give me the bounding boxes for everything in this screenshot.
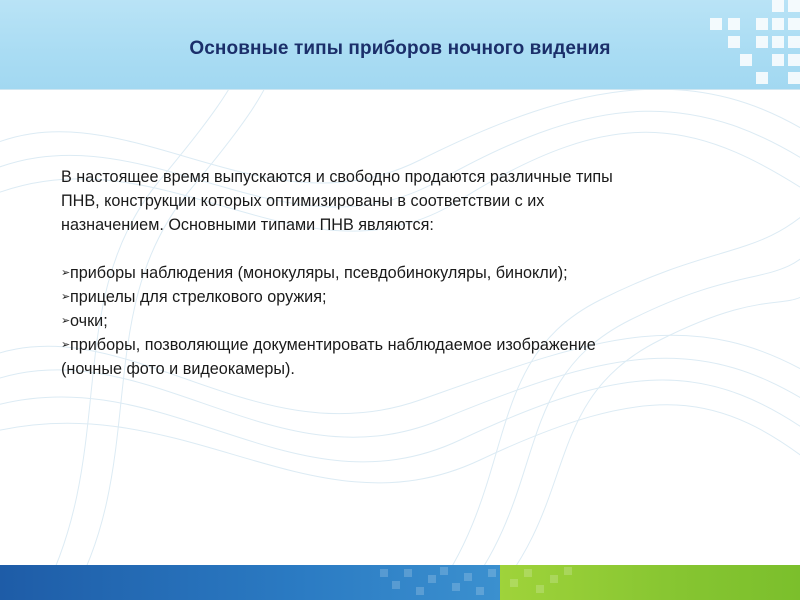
intro-line: назначением. Основными типами ПНВ являются: [61,216,434,234]
list-item-continuation: (ночные фото и видеокамеры). [61,360,295,378]
list-item [61,333,751,357]
list-item-text: очки; [70,312,108,330]
intro-line: ПНВ, конструкции которых оптимизированы в соответствии с их [61,192,545,210]
header-divider [0,89,800,90]
bullet-arrow-icon: ➢ [61,339,71,351]
list-item [61,309,751,333]
bullet-arrow-icon: ➢ [61,315,71,327]
list-item [61,285,751,309]
list-item-text: прицелы для стрелкового оружия; [70,288,327,306]
slide-title: Основные типы приборов ночного видения [189,38,611,59]
intro-line: В настоящее время выпускаются и свободно продаются различные типы [61,168,613,186]
footer-pixel-pattern [0,565,800,600]
paragraph-spacer [61,237,751,261]
slide-body [61,165,751,381]
list-item-text: приборы, позволяющие документировать наблюдаемое изображение [70,336,596,354]
bullet-arrow-icon: ➢ [61,291,71,303]
list-item [61,261,751,285]
bullet-arrow-icon: ➢ [61,267,71,279]
list-item-text: приборы наблюдения (монокуляры, псевдобинокуляры, бинокли); [70,264,568,282]
